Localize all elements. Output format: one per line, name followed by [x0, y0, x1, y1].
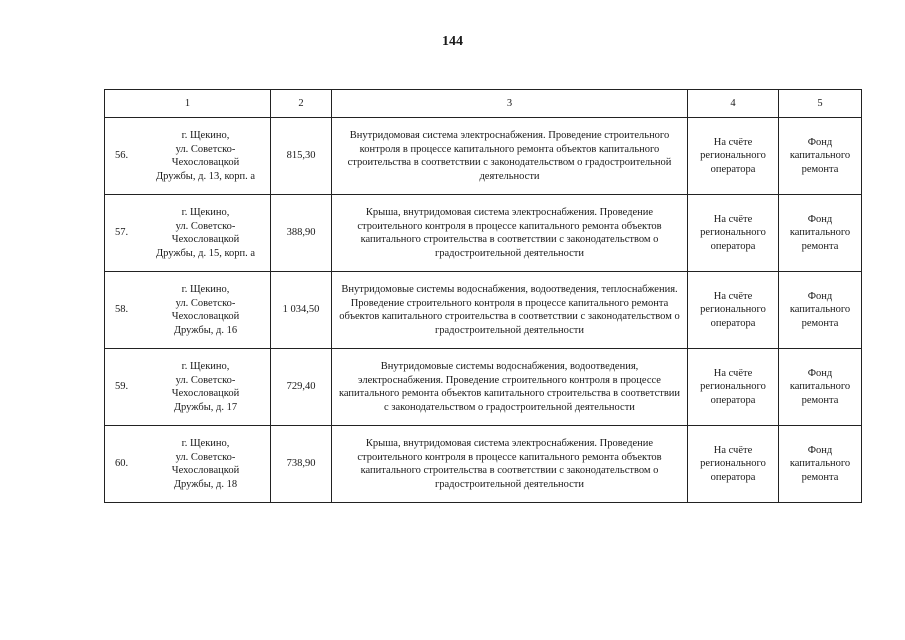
works-description: Внутридомовые системы водоснабжения, водоотведения, теплоснабжения. Проведение строительного контроля в процессе капитального ремонта объектов капитального строительства в соответствии с законодательством о градостроительной деятельности: [332, 272, 688, 349]
column-header-1: 1: [105, 90, 271, 118]
works-description: Крыша, внутридомовая система электроснабжения. Проведение строительного контроля в процессе капитального ремонта объектов капитального строительства в соответствии с законодательством о градостроительной деятельности: [332, 426, 688, 503]
funding-source: Фонд капитального ремонта: [779, 118, 862, 195]
table-row: [105, 195, 862, 272]
works-description: Крыша, внутридомовая система электроснабжения. Проведение строительного контроля в процессе капитального ремонта объектов капитального строительства в соответствии с законодательством о градостроительной деятельности: [332, 195, 688, 272]
table-row: [105, 272, 862, 349]
funding-source: Фонд капитального ремонта: [779, 349, 862, 426]
column-header-2: 2: [271, 90, 332, 118]
area-value: 815,30: [271, 118, 332, 195]
row-number: 60.: [115, 458, 129, 470]
area-value: 738,90: [271, 426, 332, 503]
row-number: 58.: [115, 304, 129, 316]
account-holder: На счёте регионального оператора: [688, 349, 779, 426]
address-cell: [105, 272, 271, 349]
account-holder: На счёте регионального оператора: [688, 118, 779, 195]
building-address: г. Щекино, ул. Советско- Чехословацкой Дружбы, д. 16: [171, 284, 240, 336]
funding-source: Фонд капитального ремонта: [779, 426, 862, 503]
page-number: 144: [442, 34, 463, 49]
area-value: 388,90: [271, 195, 332, 272]
row-number: 57.: [115, 227, 129, 239]
column-header-3: 3: [332, 90, 688, 118]
account-holder: На счёте регионального оператора: [688, 426, 779, 503]
area-value: 1 034,50: [271, 272, 332, 349]
address-cell: [105, 426, 271, 503]
address-cell: [105, 349, 271, 426]
address-cell: [105, 118, 271, 195]
funding-source: Фонд капитального ремонта: [779, 195, 862, 272]
column-header-5: 5: [779, 90, 862, 118]
account-holder: На счёте регионального оператора: [688, 195, 779, 272]
area-value: 729,40: [271, 349, 332, 426]
table-row: [105, 426, 862, 503]
repair-schedule-table: [104, 89, 862, 503]
building-address: г. Щекино, ул. Советско- Чехословацкой Дружбы, д. 17: [171, 361, 240, 413]
works-description: Внутридомовая система электроснабжения. Проведение строительного контроля в процессе капитального ремонта объектов капитального строительства в соответствии с законодательством о градостроительной деятельности: [332, 118, 688, 195]
address-cell: [105, 195, 271, 272]
row-number: 59.: [115, 381, 129, 393]
works-description: Внутридомовые системы водоснабжения, водоотведения, электроснабжения. Проведение строительного контроля в процессе капитального ремонта объектов капитального строительства в соответствии с законодательством о градостроительной деятельности: [332, 349, 688, 426]
building-address: г. Щекино, ул. Советско- Чехословацкой Дружбы, д. 15, корп. а: [155, 207, 256, 259]
building-address: г. Щекино, ул. Советско- Чехословацкой Дружбы, д. 13, корп. а: [155, 130, 256, 182]
column-header-4: 4: [688, 90, 779, 118]
account-holder: На счёте регионального оператора: [688, 272, 779, 349]
building-address: г. Щекино, ул. Советско- Чехословацкой Дружбы, д. 18: [171, 438, 240, 490]
funding-source: Фонд капитального ремонта: [779, 272, 862, 349]
row-number: 56.: [115, 150, 129, 162]
table-row: [105, 349, 862, 426]
column-number-header-row: [105, 90, 862, 118]
table-row: [105, 118, 862, 195]
